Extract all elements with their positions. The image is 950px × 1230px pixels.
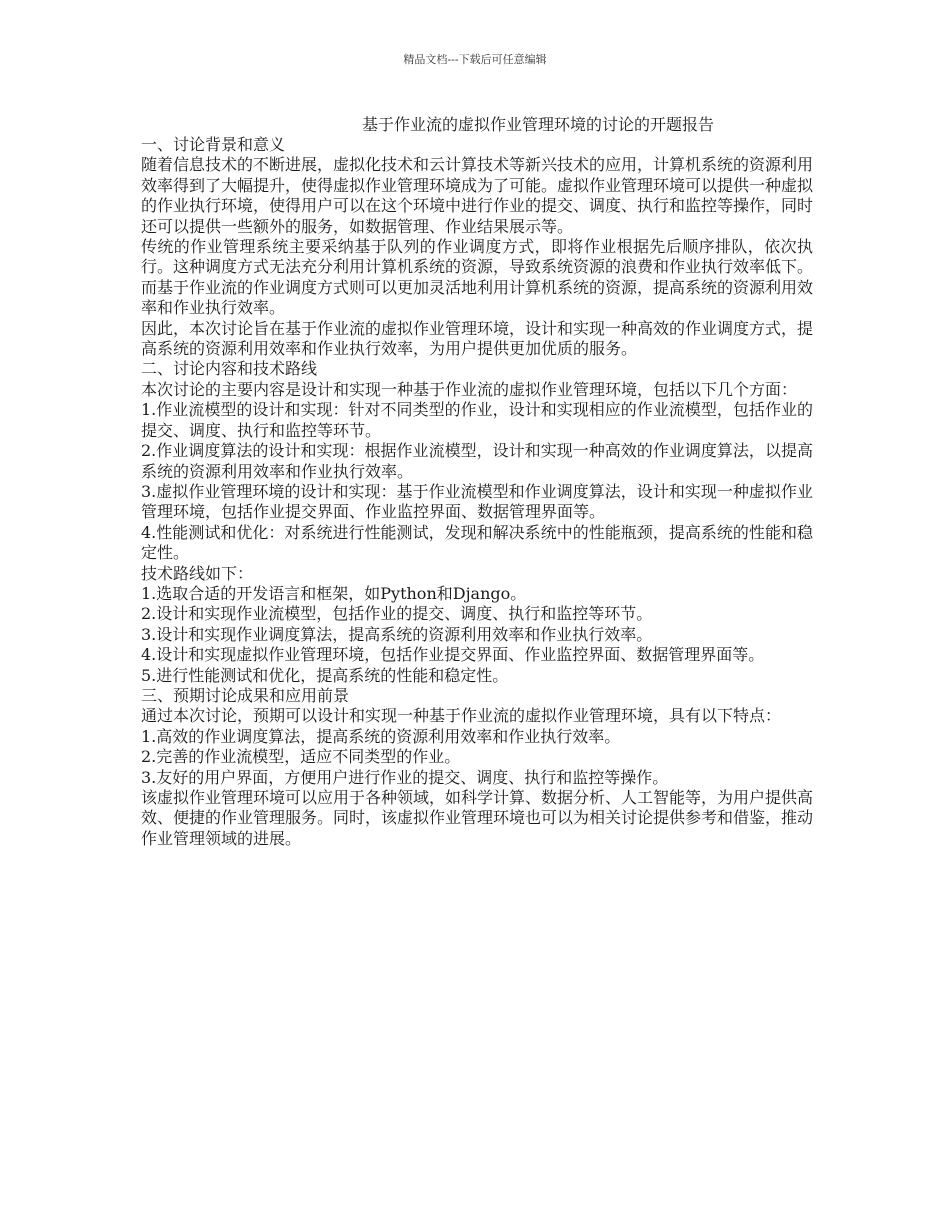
list-item: 4.性能测试和优化：对系统进行性能测试，发现和解决系统中的性能瓶颈，提高系统的性能和稳定性。 [141,522,813,563]
list-item: 2.作业调度算法的设计和实现：根据作业流模型，设计和实现一种高效的作业调度算法，以提高系统的资源利用效率和作业执行效率。 [141,441,813,481]
list-item: 1.选取合适的开发语言和框架，如Python和Django。 [141,583,527,603]
list-item: 5.进行性能测试和优化，提高系统的性能和稳定性。 [141,665,509,685]
paragraph: 传统的作业管理系统主要采纳基于队列的作业调度方式，即将作业根据先后顺序排队，依次执行。这种调度方式无法充分利用计算机系统的资源，导致系统资源的浪费和作业执行效率低下。而基于作业流的作业调度方式则可以更加灵活地利用计算机系统的资源，提高系统的资源利用效率和作业执行效率。 [141,237,814,318]
page-header: 精品文档---下载后可任意编辑 [403,53,547,66]
list-item: 1.高效的作业调度算法，提高系统的资源利用效率和作业执行效率。 [141,726,621,746]
list-item: 3.设计和实现作业调度算法，提高系统的资源利用效率和作业执行效率。 [141,624,653,644]
document-body [141,135,813,849]
paragraph: 因此，本次讨论旨在基于作业流的虚拟作业管理环境，设计和实现一种高效的作业调度方式，提高系统的资源利用效率和作业执行效率，为用户提供更加优质的服务。 [141,318,814,359]
paragraph: 随着信息技术的不断进展，虚拟化技术和云计算技术等新兴技术的应用，计算机系统的资源利用效率得到了大幅提升，使得虚拟作业管理环境成为了可能。虚拟作业管理环境可以提供一种虚拟的作业执行环境，使得用户可以在这个环境中进行作业的提交、调度、执行和监控等操作，同时还可以提供一些额外的服务，如数据管理、作业结果展示等。 [141,155,814,236]
list-item: 1.作业流模型的设计和实现：针对不同类型的作业，设计和实现相应的作业流模型，包括作业的提交、调度、执行和监控等环节。 [141,400,813,440]
paragraph: 通过本次讨论，预期可以设计和实现一种基于作业流的虚拟作业管理环境，具有以下特点： [141,706,782,726]
list-item: 3.友好的用户界面，方便用户进行作业的提交、调度、执行和监控等操作。 [141,767,669,787]
paragraph: 该虚拟作业管理环境可以应用于各种领域，如科学计算、数据分析、人工智能等，为用户提供高效、便捷的作业管理服务。同时，该虚拟作业管理环境也可以为相关讨论提供参考和借鉴，推动作业管理领域的进展。 [141,788,814,848]
paragraph: 本次讨论的主要内容是设计和实现一种基于作业流的虚拟作业管理环境，包括以下几个方面： [141,379,798,399]
list-item: 3.虚拟作业管理环境的设计和实现：基于作业流模型和作业调度算法，设计和实现一种虚拟作业管理环境，包括作业提交界面、作业监控界面、数据管理界面等。 [141,481,813,522]
section-heading-2: 二、讨论内容和技术路线 [141,359,318,379]
list-item: 2.完善的作业流模型，适应不同类型的作业。 [141,747,461,767]
section-heading-1: 一、讨论背景和意义 [141,135,286,154]
list-item: 2.设计和实现作业流模型，包括作业的提交、调度、执行和监控等环节。 [141,604,653,624]
section-heading-3: 三、预期讨论成果和应用前景 [141,685,350,705]
document-title: 基于作业流的虚拟作业管理环境的讨论的开题报告 [362,115,715,134]
paragraph: 技术路线如下： [141,563,254,583]
list-item: 4.设计和实现虚拟作业管理环境，包括作业提交界面、作业监控界面、数据管理界面等。 [141,645,765,665]
